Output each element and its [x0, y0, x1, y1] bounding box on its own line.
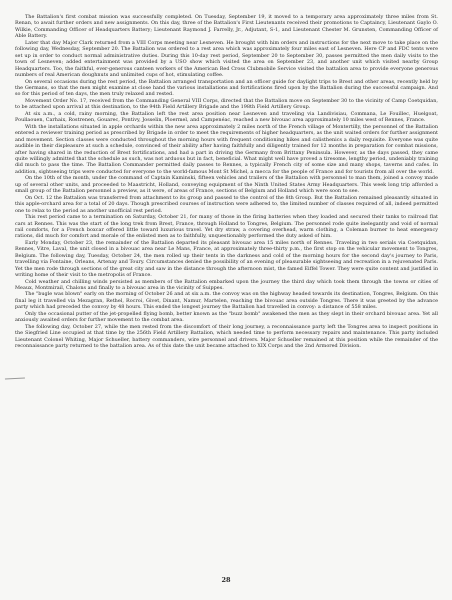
paragraph: This rest period came to a termination on Saturday, October 21, for many of those in the firing batteries when they loaded and secured their tanks to railroad flat cars at Rennes. This was the start of the long trek from Brest, France, through Holland to Tongres, Belgium. The personnel rode quite inelegantly and void of normal rail comforts, for a French boxcar offered little toward luxurious travel. Yet dry straw, a covering overhead, warm clothing, a Coleman burner to heat emergency rations, did much for comfort and morale of the enlisted men as to faithfully, unquestionably performed the duty asked of him.: [15, 214, 438, 240]
paragraph: Later that day Major Clark returned from a VIII Corps meeting near Lesneven. He brought with him orders and instructions for the next move to take place on the following day, Wednesday, September 20. The Battalion was ordered to a rest area which was approximately four miles east of Lesneven. Here CP and FDC tents were set up in order to conduct normal administrative duties. During this 10-day rest period, September 20 to September 30, passes permitted the men daily visits to the town of Lesneven; added entertainment was provided by a USO show which visited the area on September 23, and another unit which visited nearby Group Headquarters. Too, the faithful, ever-generous canteen workers of the American Red Cross Clubmobile Service visited the battalion area to provide everyone generous numbers of real American doughnuts and unlimited cups of hot, stimulating coffee.: [15, 39, 438, 79]
paragraph: With the installations situated in apple orchards within the new area approximately 2 miles north of the French village of Montertilly, the personnel of the Battalion entered a reviewer training period as prescribed by Brigade in order to meet the requirements of higher headquarters, as the unit waited orders for further assignment and movement. Section classes were conducted throughout the morning hours with frequent conditioning hikes and calisthenics a daily requisite. Everyone was quite audible in their displeasure at such a schedule, convinced of their ability after having faithfully and diligently trained for 12 months in preparation for combat missions, after having shared in the reduction of Brest fortifications, and had a part in driving the Germany from Brittany Peninsula. However, as the days passed, they came quite willingly admitted that the schedule as such, was not arduous but in fact, beneficial. What might well have proved a tiresome, lengthy period, undeniably training did much to pass the time. The Battalion Commander permitted daily passes to Rennes, a typically French city of some size and many shops, taverns and cafes. In addition, sightseeing trips were conducted for everyone to the world-famous Mont St Michel, a mecca for the people of France and for tourists from all over the world.: [15, 123, 438, 175]
page-number: 28: [221, 576, 231, 584]
paragraph: Cold weather and chilling winds persisted as members of the Battalion embarked upon the journey the third day which took them through the towns or cities of Meaux, Montmirail, Chalons and finally to a bivouac area in the vicinity of Suippes.: [15, 278, 438, 292]
paragraph: Early Monday, October 23, the remainder of the Battalion departed its pleasant bivouac area 15 miles north of Rennes. Traveling in two serials via Coetquidan, Rennes, Vitre, Laval, the unit closed in a bivouac area near Le Mans, France, at approximately three-thirty p.m., the first stop on the vehicular movement to Tongres, Belgium. The following day, Tuesday, October 24, the men rolled up their tents in the darkness and cold of the morning hours for the second day's journey to Paris, travelling via Fontaine, Orleans, Artenay and Toury. Circumstances denied the possibility of an evening of pleasurable sightseeing and recreation in a rejuvenated Paris. Yet the men rode through sections of the great city and saw in the distance through the afternoon mist, the famed Eiffel Tower. They were quite content and justified in writing home of their visit to the metropolis of France.: [15, 239, 438, 279]
paragraph: Movement Order No. 17, received from the Commanding General VIII Corps, directed that the Battalion move on September 30 to the vicinity of Camp Coetquidan, to be attached upon arrival at this destination, to the 94th Field Artillery Brigade and the 198th Field Artillery Group.: [15, 97, 438, 111]
body-text: [15, 14, 438, 350]
paragraph: On Oct. 12 the Battalion was transferred from attachment to its group and passed to the control of the 8th Group. But the Battalion remained pleasantly situated in this apple-orchard area for a total of 20 days. Though prescribed courses of instruction were adhered to, the limited number of classes required of all, indeed permitted one to relax to the period as another unofficial rest period.: [15, 194, 438, 214]
paragraph: The Battalion's first combat mission was successfully completed. On Tuesday, September 19, it moved to a temporary area approximately three miles from St. Renan, to await further orders and new assignments. On this day, three of the Battalion's First Lieutenants received their promotions to Captaincy, Lieutenant Gaylo O. Wilkie, Commanding Officer of Headquarters Battery; Lieutenant Raymond J. Farrelly, Jr., Adjutant, S-1, and Lieutenant Chester M. Grunsten, Commanding Officer of Able Battery.: [15, 14, 438, 40]
paragraph: On the 10th of the month, under the command of Captain Kaminski, fifteen vehicles and trailers of the Battalion with personnel to man them, joined a convoy made up of several other units, and proceeded to Maastricht, Holland, conveying equipment of the Ninth United States Army Headquarters. This week long trip afforded a small group of the Battalion personnel a preview, as it were, of areas of France, sections of Belgium and Holland which were soon to see.: [15, 175, 438, 195]
paragraph: Only the occasional putter of the jet-propelled flying bomb, better known as the "buzz bomb" awakened the men as they slept in their orchard bivouac area. Yet all anxiously awaited orders for further movement to the combat area.: [15, 310, 438, 324]
paragraph: The "bugle was blown" early on the morning of October 26 and at six a.m. the convoy was on the highway headed towards its destination, Tongres, Belgium. On this final leg it travelled via Mezagran, Rethel, Rocroi, Givet, Dinant, Namur, Martelen, reaching the bivouac area outside Tongres. There it was greeted by the advance party which had preceded the convoy by 48 hours. This ended the longest journey the Battalion had travelled in convoy: a distance of 558 miles.: [15, 291, 438, 311]
paragraph: On several occasions during the rest period, the Battalion arranged transportation and an officer guide for daylight trips to Brest and other areas, recently held by the Germans, so that the men might examine at close hand the various installations and fortifications fired upon by the Battalion during the successful campaign. And so for this period of ten days, the men truly relaxed and rested.: [15, 78, 438, 98]
pencil-mark: [5, 377, 25, 381]
paragraph: The following day, October 27, while the men rested from the discomfort of their long journey, a reconnaissance party left the Tongres area to inspect positions in the Siegfried Line occupied at that time by the 256th Field Artillery Battalion, which needed time to perform necessary repairs and maintenance. This party included Lieutenant Colonel Whiting, Major Schueller, battery commanders, wire personnel and drivers. Major Schueller remained at this position while the remainder of the reconnaissance party returned to the battalion area. As of this date the unit became attached to XIX Corps and the 2nd Armored Division.: [15, 323, 438, 350]
paragraph: At six a.m., a cold, rainy morning, the Battalion left the rest area position near Lesneven and traveling via Landivisiau, Commana, Le Fouillec, Huelgoat, Poullaouen, Carhaix, Rostrenen, Gouarec, Pontivy, Josselin, Ploermel, and Campenéac, reached a new bivouac area approximately 10 miles west of Rennes, France.: [15, 110, 438, 124]
